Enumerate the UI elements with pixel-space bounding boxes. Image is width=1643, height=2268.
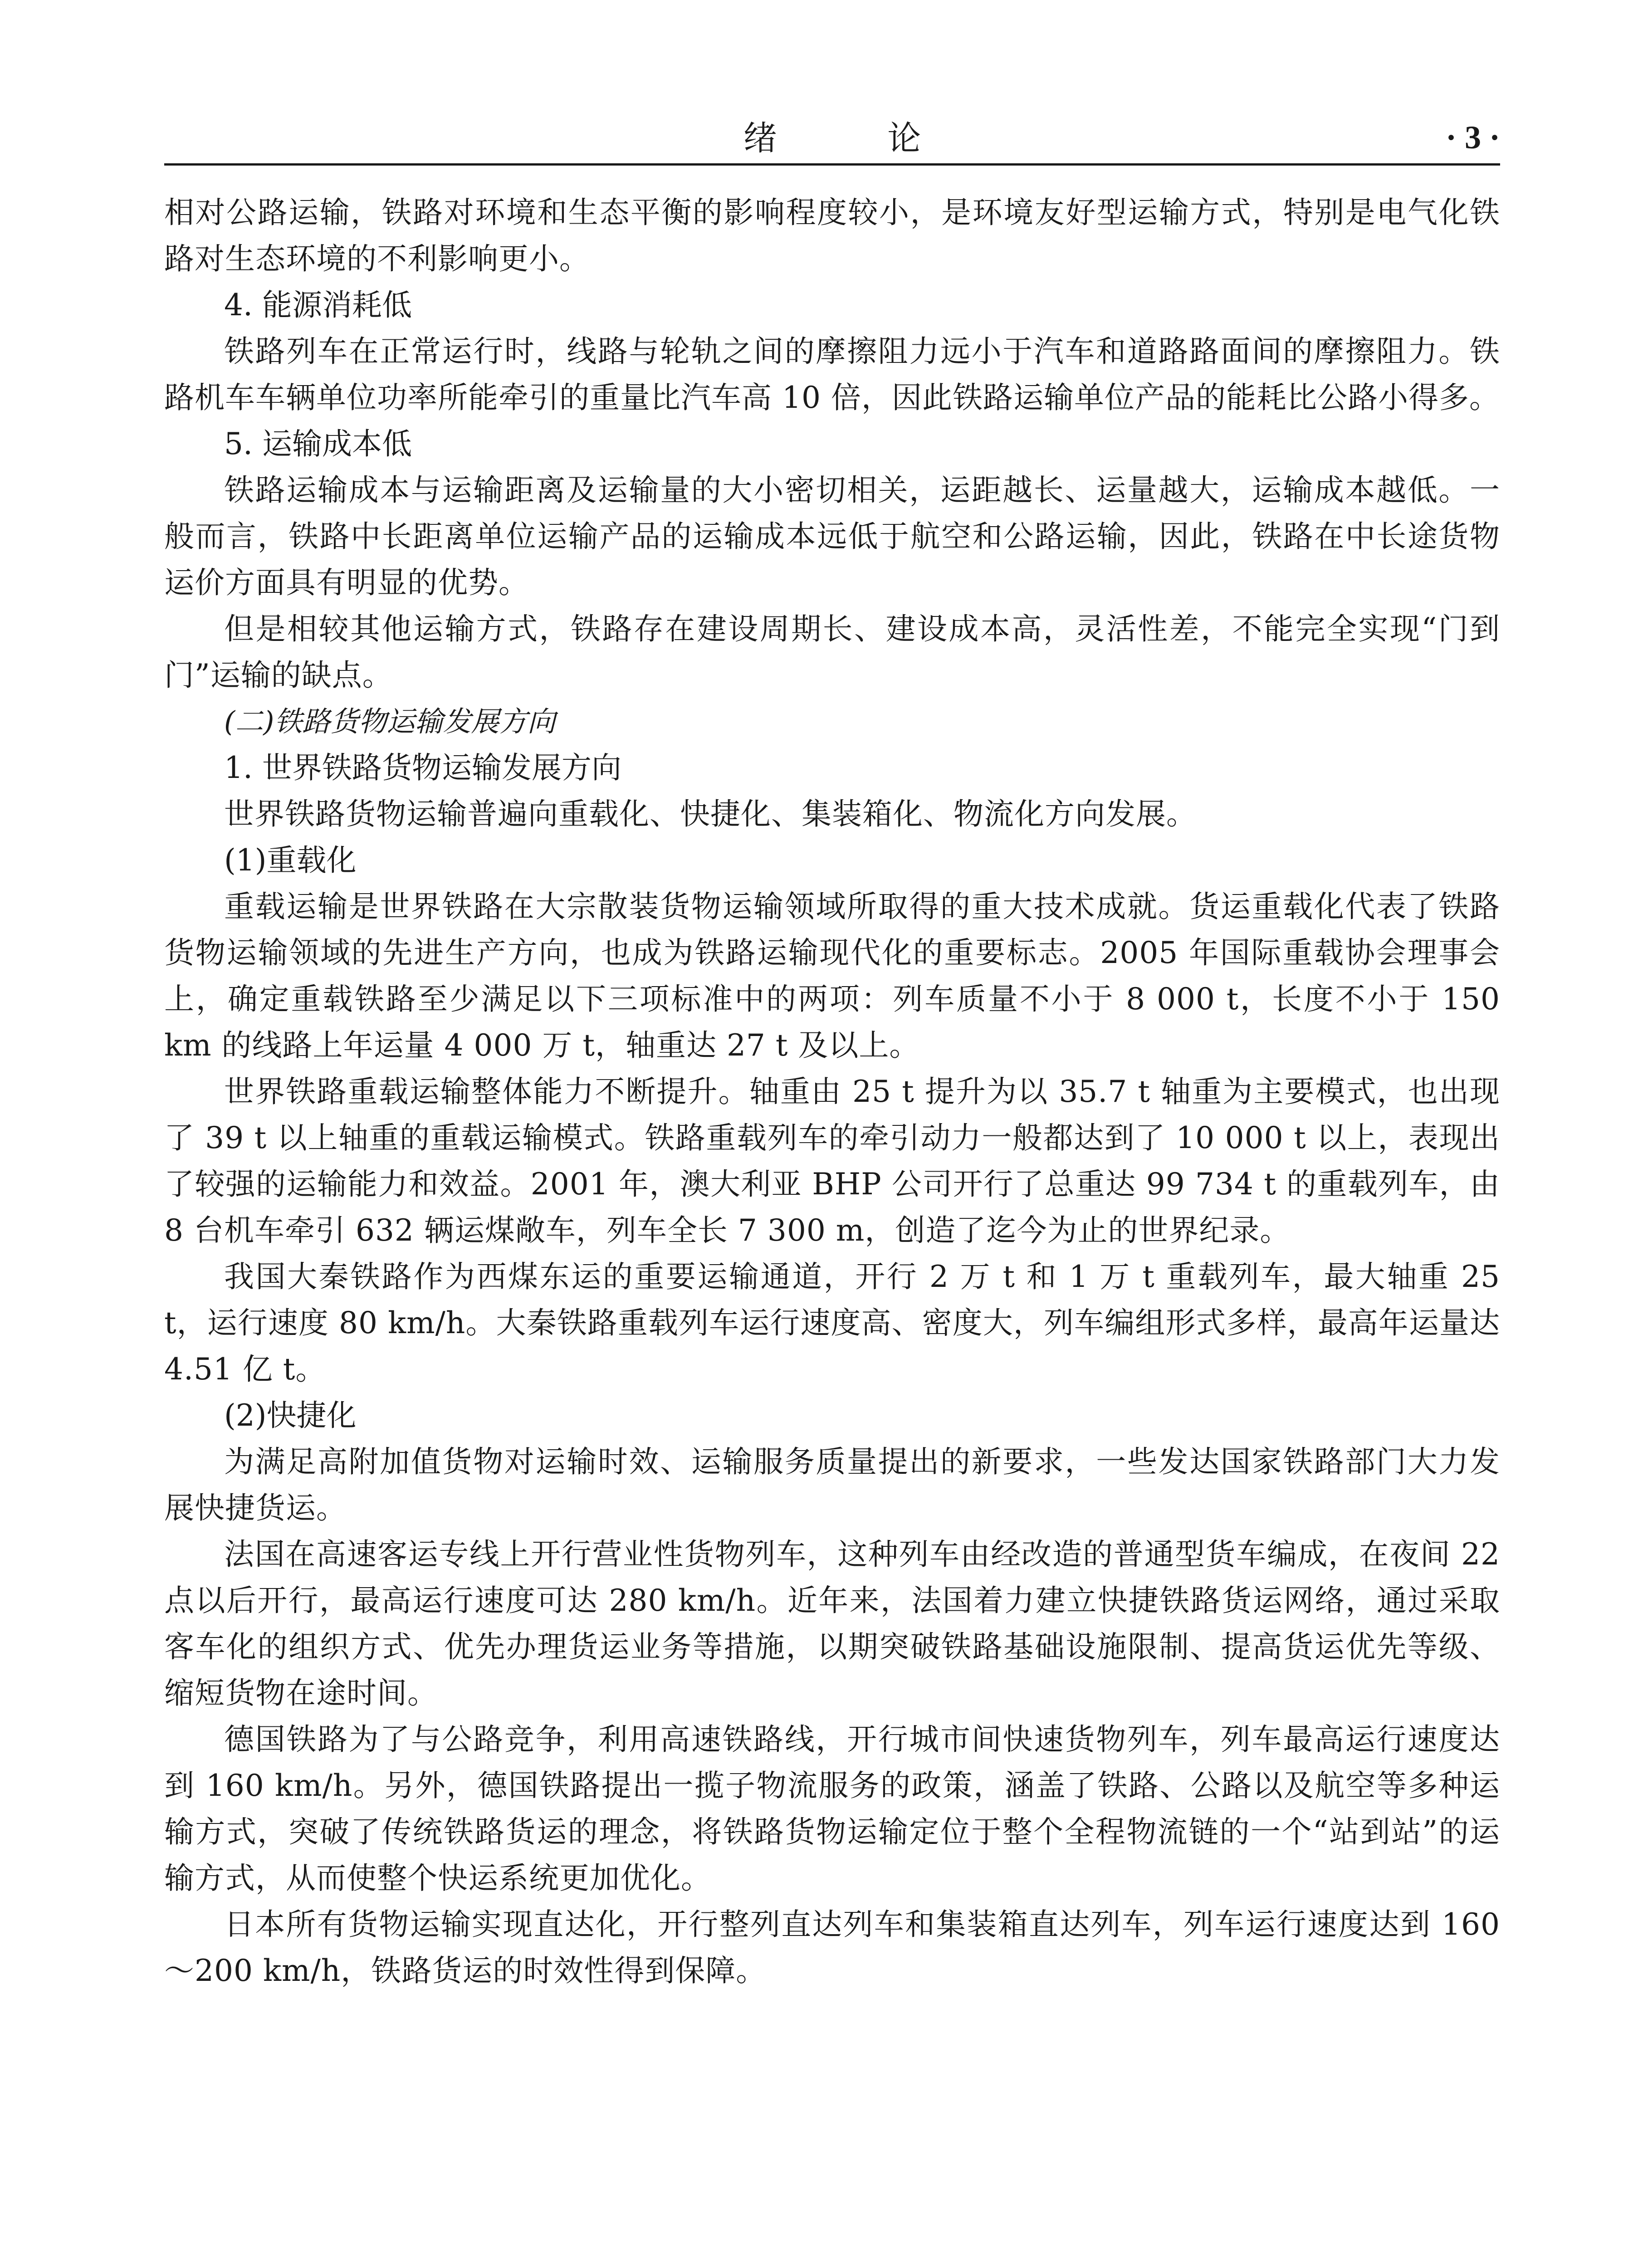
header-rule xyxy=(164,163,1500,166)
subheading-heavy-haul: (1)重载化 xyxy=(224,843,357,878)
section-heading: (二)铁路货物运输发展方向 xyxy=(224,705,556,738)
subheading-cost: 5. 运输成本低 xyxy=(224,426,412,461)
paragraph: 德国铁路为了与公路竞争，利用高速铁路线，开行城市间快速货物列车，列车最高运行速度达到 160 km/h。另外，德国铁路提出一揽子物流服务的政策，涵盖了铁路、公路以及航空等多种运输方式，突破了传统铁路货运的理念，将铁路货物运输定位于整个全程物流链的一个“站到站”的运输方式，从而使整个快运系统更加优化。 xyxy=(164,1722,1500,1896)
paragraph: 为满足高附加值货物对运输时效、运输服务质量提出的新要求，一些发达国家铁路部门大力发展快捷货运。 xyxy=(164,1444,1500,1525)
page-number: · 3 · xyxy=(1445,119,1500,156)
running-header xyxy=(164,109,1500,159)
running-title: 绪 论 xyxy=(743,119,971,158)
subheading-express: (2)快捷化 xyxy=(224,1398,357,1433)
paragraph: 日本所有货物运输实现直达化，开行整列直达列车和集装箱直达列车，列车运行速度达到 160～200 km/h，铁路货运的时效性得到保障。 xyxy=(164,1907,1500,1988)
paragraph: 铁路列车在正常运行时，线路与轮轨之间的摩擦阻力远小于汽车和道路路面间的摩擦阻力。铁路机车车辆单位功率所能牵引的重量比汽车高 10 倍，因此铁路运输单位产品的能耗比公路小得多。 xyxy=(164,334,1500,415)
subheading-world: 1. 世界铁路货物运输发展方向 xyxy=(224,750,621,785)
body-text xyxy=(164,190,1500,1994)
paragraph: 法国在高速客运专线上开行营业性货物列车，这种列车由经改造的普通型货车编成，在夜间 22 点以后开行，最高运行速度可达 280 km/h。近年来，法国着力建立快捷铁路货运网络，通过采取客车化的组织方式、优先办理货运业务等措施，以期突破铁路基础设施限制、提高货运优先等级、缩短货物在途时间。 xyxy=(164,1537,1500,1711)
paragraph: 我国大秦铁路作为西煤东运的重要运输通道，开行 2 万 t 和 1 万 t 重载列车，最大轴重 25 t，运行速度 80 km/h。大秦铁路重载列车运行速度高、密度大，列车编组形式多样，最高年运量达 4.51 亿 t。 xyxy=(164,1259,1500,1387)
paragraph: 世界铁路重载运输整体能力不断提升。轴重由 25 t 提升为以 35.7 t 轴重为主要模式，也出现了 39 t 以上轴重的重载运输模式。铁路重载列车的牵引动力一般都达到了 10 000 t 以上，表现出了较强的运输能力和效益。2001 年，澳大利亚 BHP 公司开行了总重达 99 734 t 的重载列车，由 8 台机车牵引 632 辆运煤敞车，列车全长 7 300 m，创造了迄今为止的世界纪录。 xyxy=(164,1074,1500,1248)
paragraph-continued: 相对公路运输，铁路对环境和生态平衡的影响程度较小，是环境友好型运输方式，特别是电气化铁路对生态环境的不利影响更小。 xyxy=(164,195,1500,276)
subheading-energy: 4. 能源消耗低 xyxy=(224,288,412,323)
paragraph: 重载运输是世界铁路在大宗散装货物运输领域所取得的重大技术成就。货运重载化代表了铁路货物运输领域的先进生产方向，也成为铁路运输现代化的重要标志。2005 年国际重载协会理事会上，确定重载铁路至少满足以下三项标准中的两项：列车质量不小于 8 000 t，长度不小于 150 km 的线路上年运量 4 000 万 t，轴重达 27 t 及以上。 xyxy=(164,889,1500,1063)
paragraph: 但是相较其他运输方式，铁路存在建设周期长、建设成本高，灵活性差，不能完全实现“门到门”运输的缺点。 xyxy=(164,611,1500,693)
paragraph: 铁路运输成本与运输距离及运输量的大小密切相关，运距越长、运量越大，运输成本越低。一般而言，铁路中长距离单位运输产品的运输成本远低于航空和公路运输，因此，铁路在中长途货物运价方面具有明显的优势。 xyxy=(164,473,1500,600)
paragraph: 世界铁路货物运输普遍向重载化、快捷化、集装箱化、物流化方向发展。 xyxy=(224,797,1197,831)
